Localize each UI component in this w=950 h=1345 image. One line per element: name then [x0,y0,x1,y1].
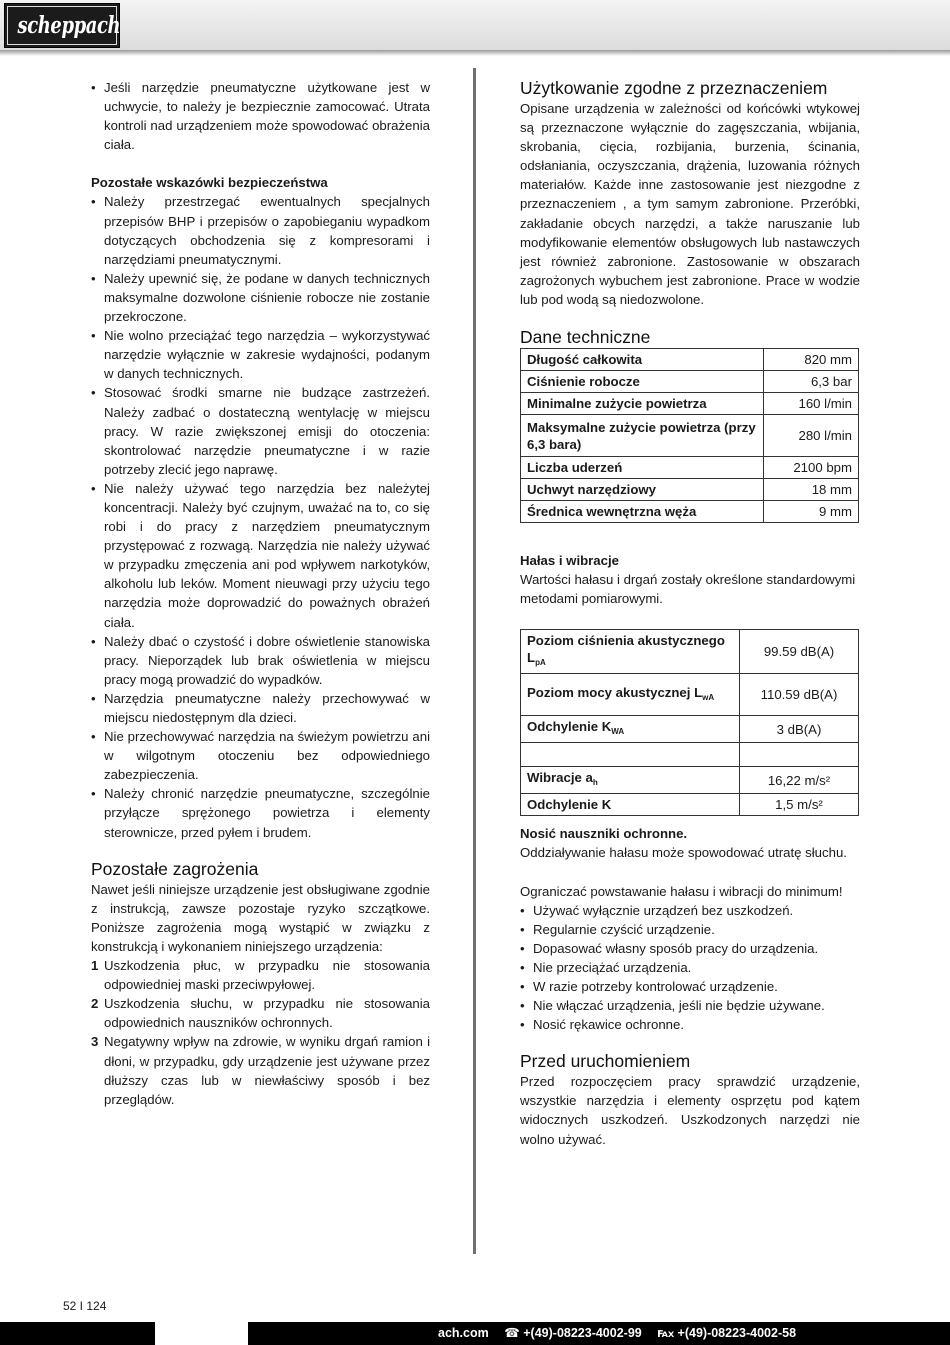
list-item: • Jeśli narzędzie pneumatyczne użytkowane jest w uchwycie, to należy je bezpiecznie zamocować. Utrata kontroli nad urządzeniem może spowodować obrażenia ciała. [91,78,430,154]
list-item: • Dopasować własny sposób pracy do urządzenia. [520,939,860,958]
table-spacer-row [521,743,859,767]
ear-protection-text: Oddziaływanie hałasu może spowodować utratę słuchu. [520,845,847,861]
table-row [521,349,859,371]
footer-web: ach.com [438,1326,489,1340]
noise-value: 99.59 dB(A) [740,630,859,674]
noise-value: 16,22 m/s² [740,767,859,794]
hazard-text: Uszkodzenia płuc, w przypadku nie stosowania odpowiedniej maski przeciwpyłowej. [104,958,430,993]
list-item: • Narzędzia pneumatyczne należy przechowywać w miejscu niedostępnym dla dzieci. [91,689,430,727]
list-item: • Należy chronić narzędzie pneumatyczne, szczególnie przyłącze sprężonego powietrza i elementy sterownicze, przed pyłem i brudem. [91,784,430,841]
column-divider [473,68,476,1254]
hazards-heading: Pozostałe zagrożenia [91,858,259,879]
tech-heading: Dane techniczne [520,327,651,348]
limit-bullet-list [520,901,860,1035]
spec-label: Ciśnienie robocze [521,371,764,393]
safety-bullet-list [91,192,430,841]
list-item: • Regularnie czyścić urządzenie. [520,920,860,939]
table-row [521,794,859,816]
noise-label: Poziom ciśnienia akustycznego $L_{pA}$ [521,630,740,674]
spec-label: Minimalne zużycie powietrza [521,393,764,415]
list-item: • Nie należy używać tego narzędzia bez należytej koncentracji. Należy być czujnym, uważać na to, co się robi i do pracy z narzędziem pneumatycznym przystępować z rozwagą. Narzędzia nie należy używać w przypadku zmęczenia ani pod wpływem narkotyków, alkoholu lub leków. Moment nieuwagi przy użyciu tego narzędzia może doprowadzić do poważnych obrażeń ciała. [91,479,430,632]
noise-table [520,629,859,816]
list-item: • Nie włączać urządzenia, jeśli nie będzie używane. [520,996,860,1015]
noise-subscript: wA [702,692,715,702]
noise-label: Odchylenie K [521,794,740,816]
table-row [521,716,859,743]
table-row [521,767,859,794]
list-item: • Należy dbać o czystość i dobre oświetlenie stanowiska pracy. Nieporządek lub brak oświetlenia w miejscu pracy mogą prowadzić do wypadków. [91,632,430,689]
table-row [521,501,859,523]
noise-label: Poziom mocy akustycznej $L_{wA}$ [521,674,740,716]
header-shadow [0,50,950,56]
list-item: • Nosić rękawice ochronne. [520,1015,860,1034]
hazard-number: 2 [91,996,99,1012]
table-row [521,674,859,716]
list-item: • W razie potrzeby kontrolować urządzenie. [520,977,860,996]
spec-label: Długość całkowita [521,349,764,371]
noise-heading: Hałas i wibracje [520,553,619,569]
noise-value: 110.59 dB(A) [740,674,859,716]
noise-value: 3 dB(A) [740,716,859,743]
spec-label: Maksymalne zużycie powietrza (przy 6,3 bara) [521,415,764,457]
left-column [91,78,430,1109]
usage-heading: Użytkowanie zgodne z przeznaczeniem [520,78,828,98]
spec-value: 820 mm [764,349,859,371]
footer-contact [438,1322,808,1345]
start-heading: Przed uruchomieniem [520,1051,691,1072]
limit-intro: Ograniczać powstawanie hałasu i wibracji do minimum! [520,883,843,899]
list-item: • Należy przestrzegać ewentualnych specjalnych przepisów BHP i przepisów o zapobieganiu wypadkom dotyczących obchodzenia się z kompresorami i narzędziami pneumatycznymi. [91,192,430,268]
right-column [520,78,860,1149]
ear-protection-heading: Nosić nauszniki ochronne. [520,826,688,842]
noise-label: Wibracje $a_h$ [521,767,740,794]
footer-phone: ☎ +(49)-08223-4002-99 [504,1326,642,1340]
safety-heading: Pozostałe wskazówki bezpieczeństwa [91,175,328,191]
hazard-text: Uszkodzenia słuchu, w przypadku nie stosowania odpowiednich nauszników ochronnych. [104,996,430,1031]
page-header [0,0,950,51]
page-number: 52 I 124 [63,1299,107,1313]
noise-label: Odchylenie $K_{WA}$ [521,716,740,743]
table-row [521,479,859,501]
table-row [521,415,859,457]
noise-text: Wartości hałasu i drgań zostały określone standardowymi metodami pomiarowymi. [520,572,856,607]
hazard-number: 3 [91,1034,99,1050]
hazard-number: 1 [91,958,99,974]
hazard-text: Negatywny wpływ na zdrowie, w wyniku drgań ramion i dłoni, w przypadku, gdy urządzenie jest używane przez dłuższy czas lub w niewłaściwy sposób i bez przeglądów. [104,1034,430,1107]
hazard-item [91,994,430,1032]
table-row [521,457,859,479]
footer-gap [155,1322,248,1345]
start-text: Przed rozpoczęciem pracy sprawdzić urządzenie, wszystkie narzędzia i elementy osprzętu pod kątem widocznych uszkodzeń. Uszkodzonych narzędzi nie wolno używać. [520,1074,860,1147]
table-row [521,630,859,674]
usage-text: Opisane urządzenia w zależności od końcówki wtykowej są przeznaczone wyłącznie do zagęszczania, wbijania, skrobania, cięcia, rozbijania, burzenia, ścinania, odsłaniania, oczyszczania, drążenia, luzowania różnych materiałów. Każde inne zastosowanie jest niezgodne z przeznaczeniem , a tym samym zabronione. Przeróbki, zakładanie obcych narzędzi, a także naruszanie lub modyfikowanie elementów obsługowych lub nastawczych jest również zabronione. Zastosowanie w obszarach zagrożonych wybuchem jest zabronione. Prace w wodzie lub pod wodą są niedozwolone. [520,101,860,307]
list-item: • Należy upewnić się, że podane w danych technicznych maksymalne dozwolone ciśnienie robocze nie zostanie przekroczone. [91,269,430,326]
list-item: • Stosować środki smarne nie budzące zastrzeżeń. Należy zadbać o dostateczną wentylację w miejscu pracy. W razie zwiększonej emisji do otoczenia: skontrolować narzędzie pneumatyczne i w razie potrzeby zlecić jego naprawę. [91,383,430,478]
noise-value: 1,5 m/s² [740,794,859,816]
footer-fax: ℻ +(49)-08223-4002-58 [657,1326,797,1340]
spec-value: 160 l/min [764,393,859,415]
spec-value: 2100 bpm [764,457,859,479]
list-item: • Używać wyłącznie urządzeń bez uszkodzeń. [520,901,860,920]
hazards-numbered-list [91,956,430,1109]
hazard-item [91,1032,430,1108]
intro-bullet-list [91,78,430,154]
spec-value: 18 mm [764,479,859,501]
spec-value: 9 mm [764,501,859,523]
hazards-intro: Nawet jeśli niniejsze urządzenie jest obsługiwane zgodnie z instrukcją, zawsze pozostaje ryzyko szczątkowe. Poniższe zagrożenia mogą wystąpić w związku z konstrukcją i wykonaniem niniejszego urządzenia: [91,881,430,954]
spec-value: 6,3 bar [764,371,859,393]
list-item: • Nie przechowywać narzędzia na świeżym powietrzu ani w wilgotnym otoczeniu bez odpowiedniego zabezpieczenia. [91,727,430,784]
noise-subscript: pA [535,658,546,668]
spec-value: 280 l/min [764,415,859,457]
spec-label: Średnica wewnętrzna węża [521,501,764,523]
table-row [521,371,859,393]
spec-label: Liczba uderzeń [521,457,764,479]
noise-subscript: WA [611,727,625,737]
table-row [521,393,859,415]
noise-subscript: h [592,778,598,788]
scheppach-logo: scheppach [4,3,120,48]
tech-data-table [520,348,859,523]
spec-label: Uchwyt narzędziowy [521,479,764,501]
hazard-item [91,956,430,994]
list-item: • Nie wolno przeciążać tego narzędzia – wykorzystywać narzędzie wyłącznie w zakresie wydajności, podanym w danych technicznych. [91,326,430,383]
list-item: • Nie przeciążać urządzenia. [520,958,860,977]
